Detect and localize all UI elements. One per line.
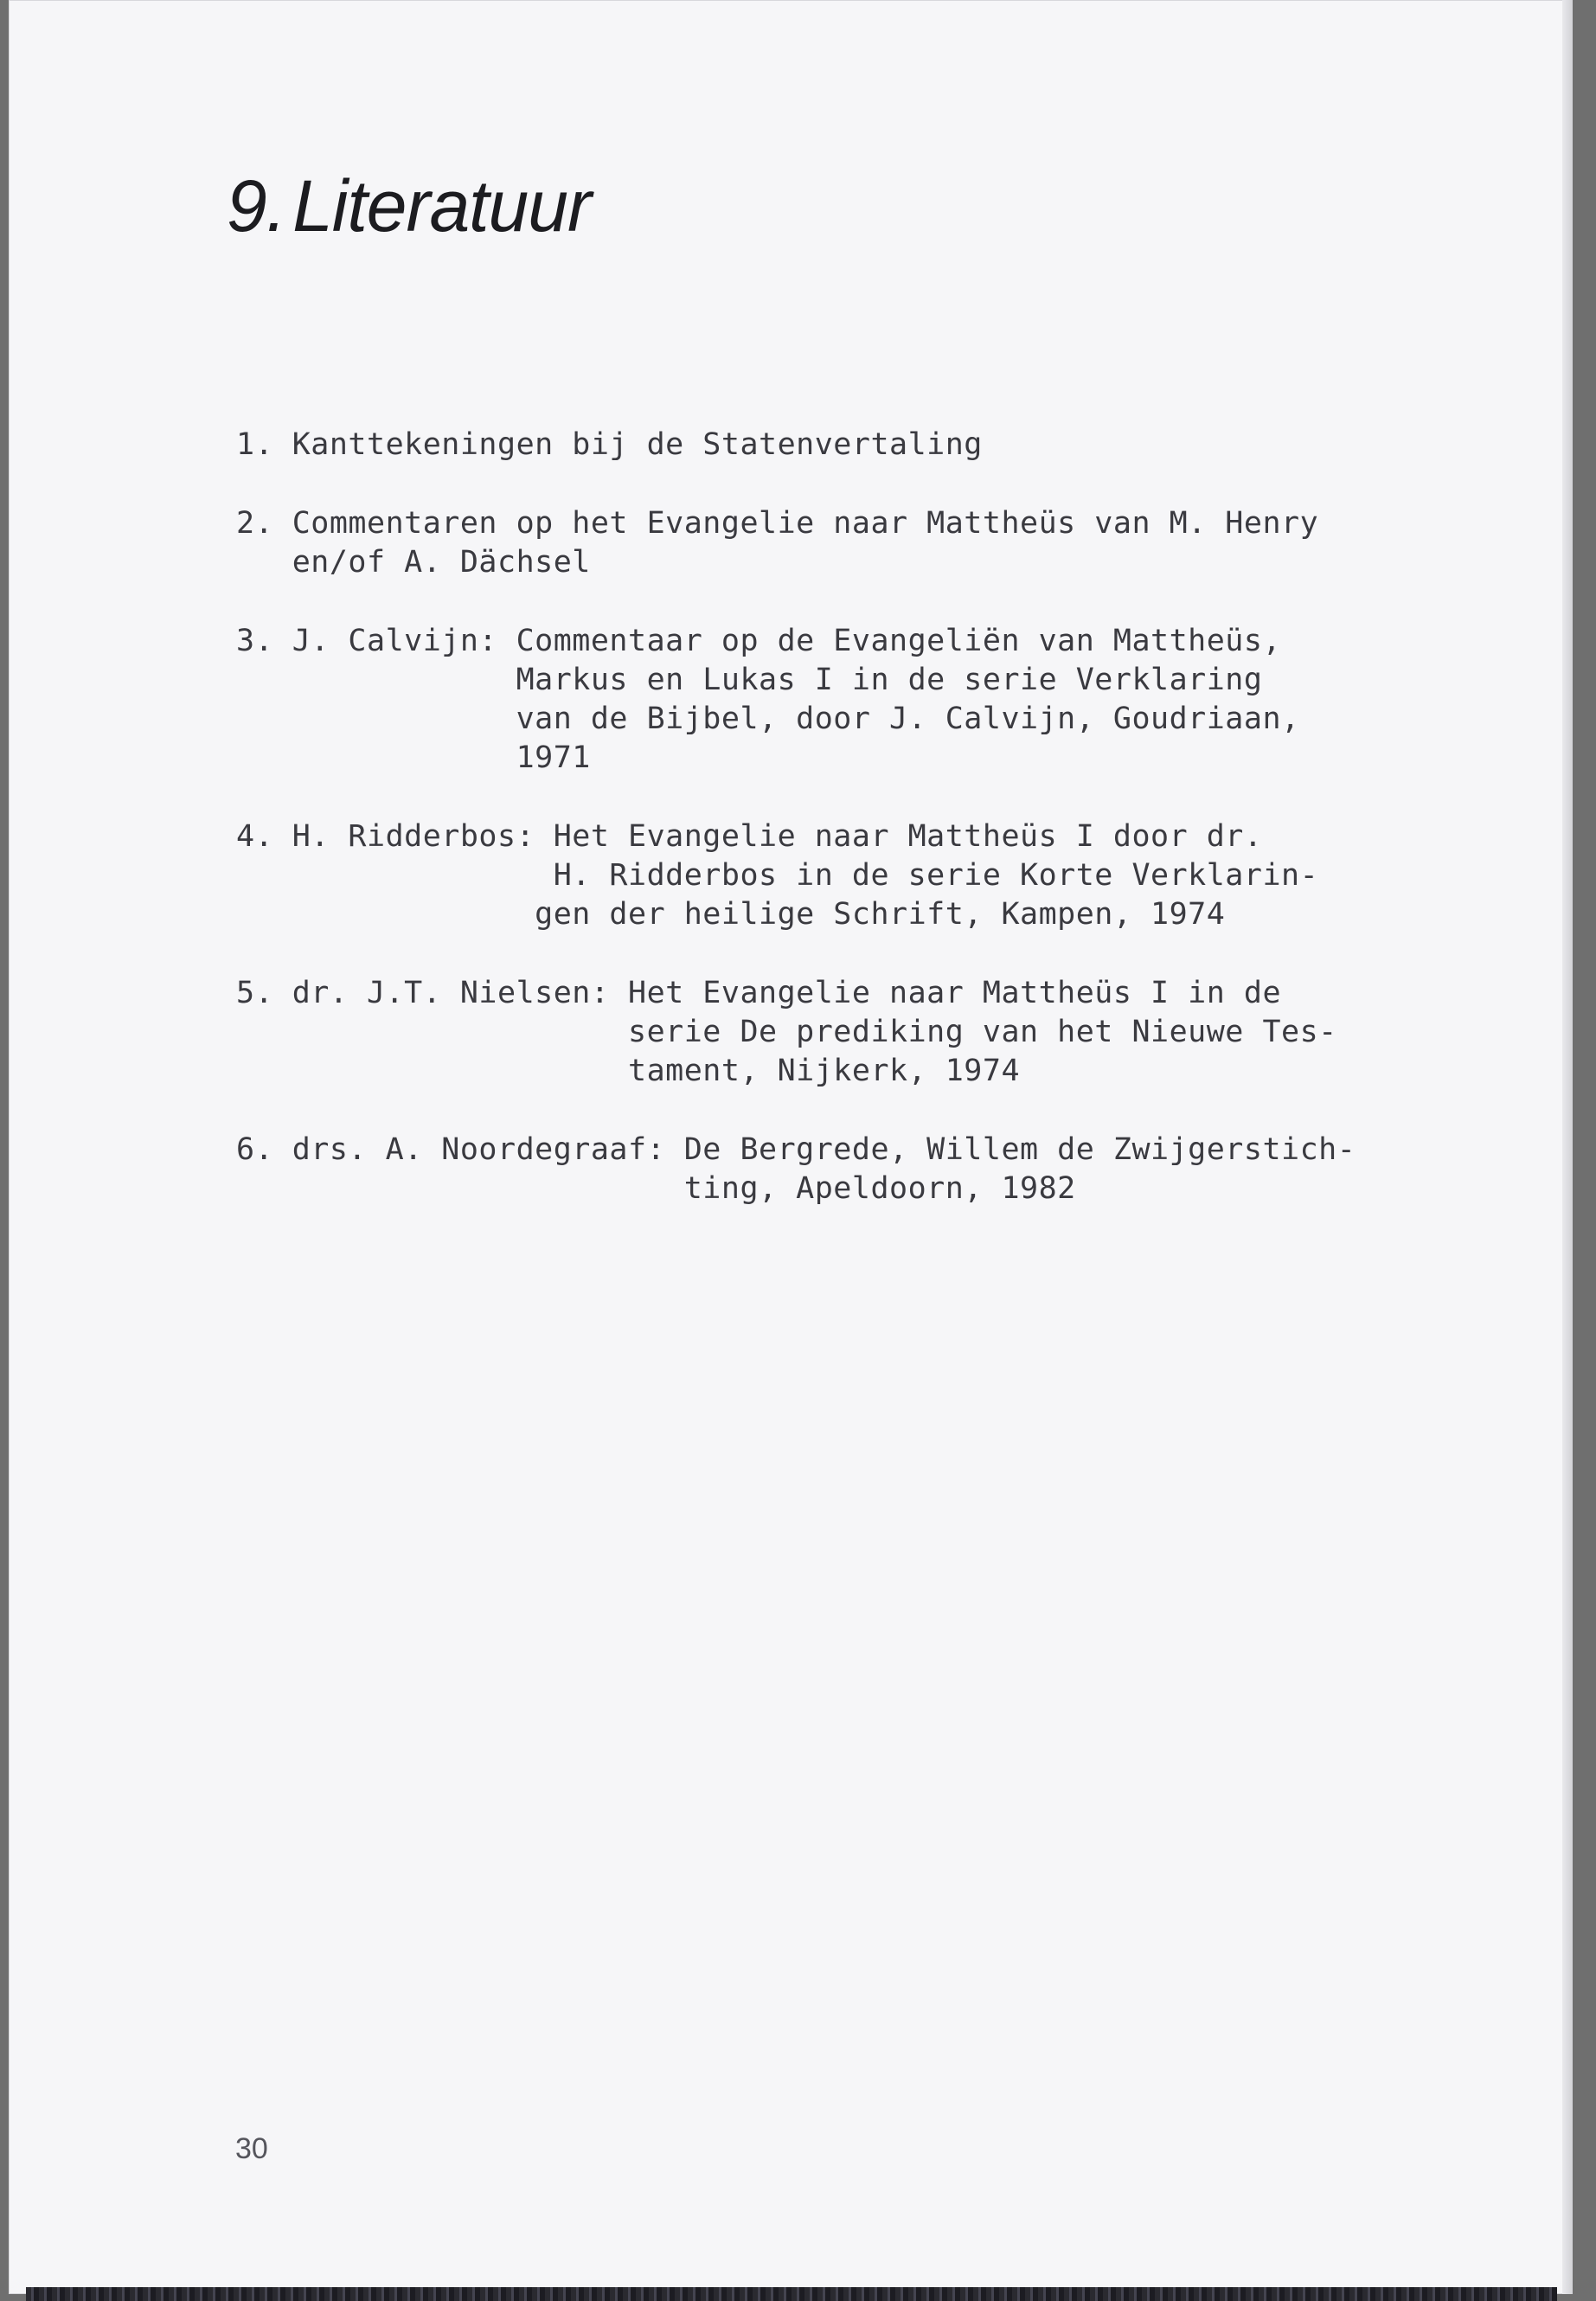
section-title: Literatuur	[292, 165, 591, 247]
literature-entry-6	[236, 1131, 1356, 1208]
document-page	[9, 0, 1573, 2294]
literature-entry-5	[236, 974, 1356, 1091]
literature-entry-4	[236, 817, 1356, 934]
entry-line: serie De prediking van het Nieuwe Tes-	[236, 1015, 1337, 1049]
literature-entry-1	[236, 426, 1356, 465]
entry-line: en/of A. Dächsel	[236, 545, 591, 580]
section-heading	[227, 164, 591, 248]
section-number: 9.	[227, 165, 286, 247]
literature-entry-2	[236, 504, 1356, 582]
entry-line: ting, Apeldoorn, 1982	[236, 1171, 1076, 1206]
entry-line: 4. H. Ridderbos: Het Evangelie naar Mattheüs I door dr.	[236, 819, 1263, 854]
scan-edge-strip	[26, 2287, 1557, 2301]
entry-line: gen der heilige Schrift, Kampen, 1974	[236, 897, 1226, 932]
entry-line: 3. J. Calvijn: Commentaar op de Evangeliën van Mattheüs,	[236, 624, 1282, 658]
entry-line: 1971	[236, 740, 591, 775]
entry-line: H. Ridderbos in de serie Korte Verklarin-	[236, 858, 1319, 893]
entry-line: 1. Kanttekeningen bij de Statenvertaling	[236, 427, 983, 462]
entry-line: Markus en Lukas I in de serie Verklaring	[236, 663, 1263, 697]
page-edge	[1562, 0, 1573, 2294]
entry-line: 2. Commentaren op het Evangelie naar Mattheüs van M. Henry	[236, 506, 1319, 541]
page-number: 30	[235, 2132, 268, 2165]
entry-line: tament, Nijkerk, 1974	[236, 1054, 1021, 1088]
literature-entry-3	[236, 622, 1356, 778]
entry-line: 5. dr. J.T. Nielsen: Het Evangelie naar Mattheüs I in de	[236, 976, 1282, 1010]
literature-list	[236, 426, 1356, 1248]
entry-line: van de Bijbel, door J. Calvijn, Goudriaan,	[236, 702, 1300, 736]
entry-line: 6. drs. A. Noordegraaf: De Bergrede, Willem de Zwijgerstich-	[236, 1132, 1356, 1167]
